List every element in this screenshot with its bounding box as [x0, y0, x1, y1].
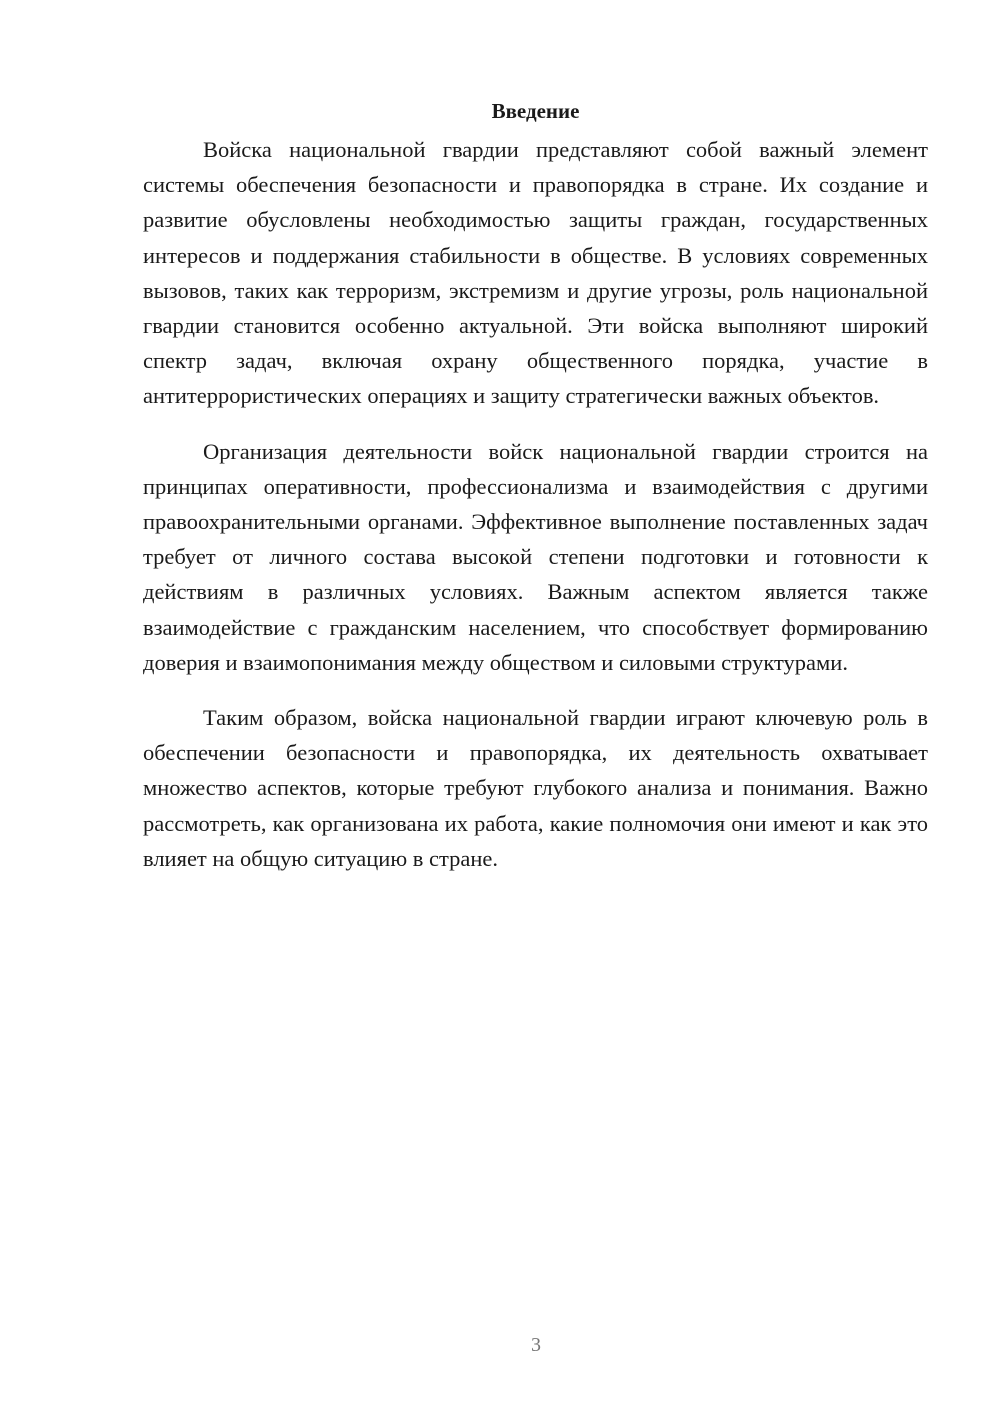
- section-heading: Введение: [491, 99, 580, 123]
- page-content: [143, 96, 928, 896]
- page-number: 3: [531, 1334, 541, 1356]
- paragraph-2: Организация деятельности войск национальной гвардии строится на принципах оперативности, профессионализма и взаимодействия с другими правоохранительными органами. Эффективное выполнение поставленных задач требует от личного состава высокой степени подготовки и готовности к действиям в различных условиях. Важным аспектом является также взаимодействие с гражданским населением, что способствует формированию доверия и взаимопонимания между обществом и силовыми структурами.: [143, 438, 928, 675]
- paragraph-3: Таким образом, войска национальной гвардии играют ключевую роль в обеспечении безопасности и правопорядка, их деятельность охватывает множество аспектов, которые требуют глубокого анализа и понимания. Важно рассмотреть, как организована их работа, какие полномочия они имеют и как это влияет на общую ситуацию в стране.: [143, 705, 928, 871]
- paragraph-1: Войска национальной гвардии представляют собой важный элемент системы обеспечения безопасности и правопорядка в стране. Их создание и развитие обусловлены необходимостью защиты граждан, государственных интересов и поддержания стабильности в обществе. В условиях современных вызовов, таких как терроризм, экстремизм и другие угрозы, роль национальной гвардии становится особенно актуальной. Эти войска выполняют широкий спектр задач, включая охрану общественного порядка, участие в антитеррористических операциях и защиту стратегически важных объектов.: [143, 137, 928, 409]
